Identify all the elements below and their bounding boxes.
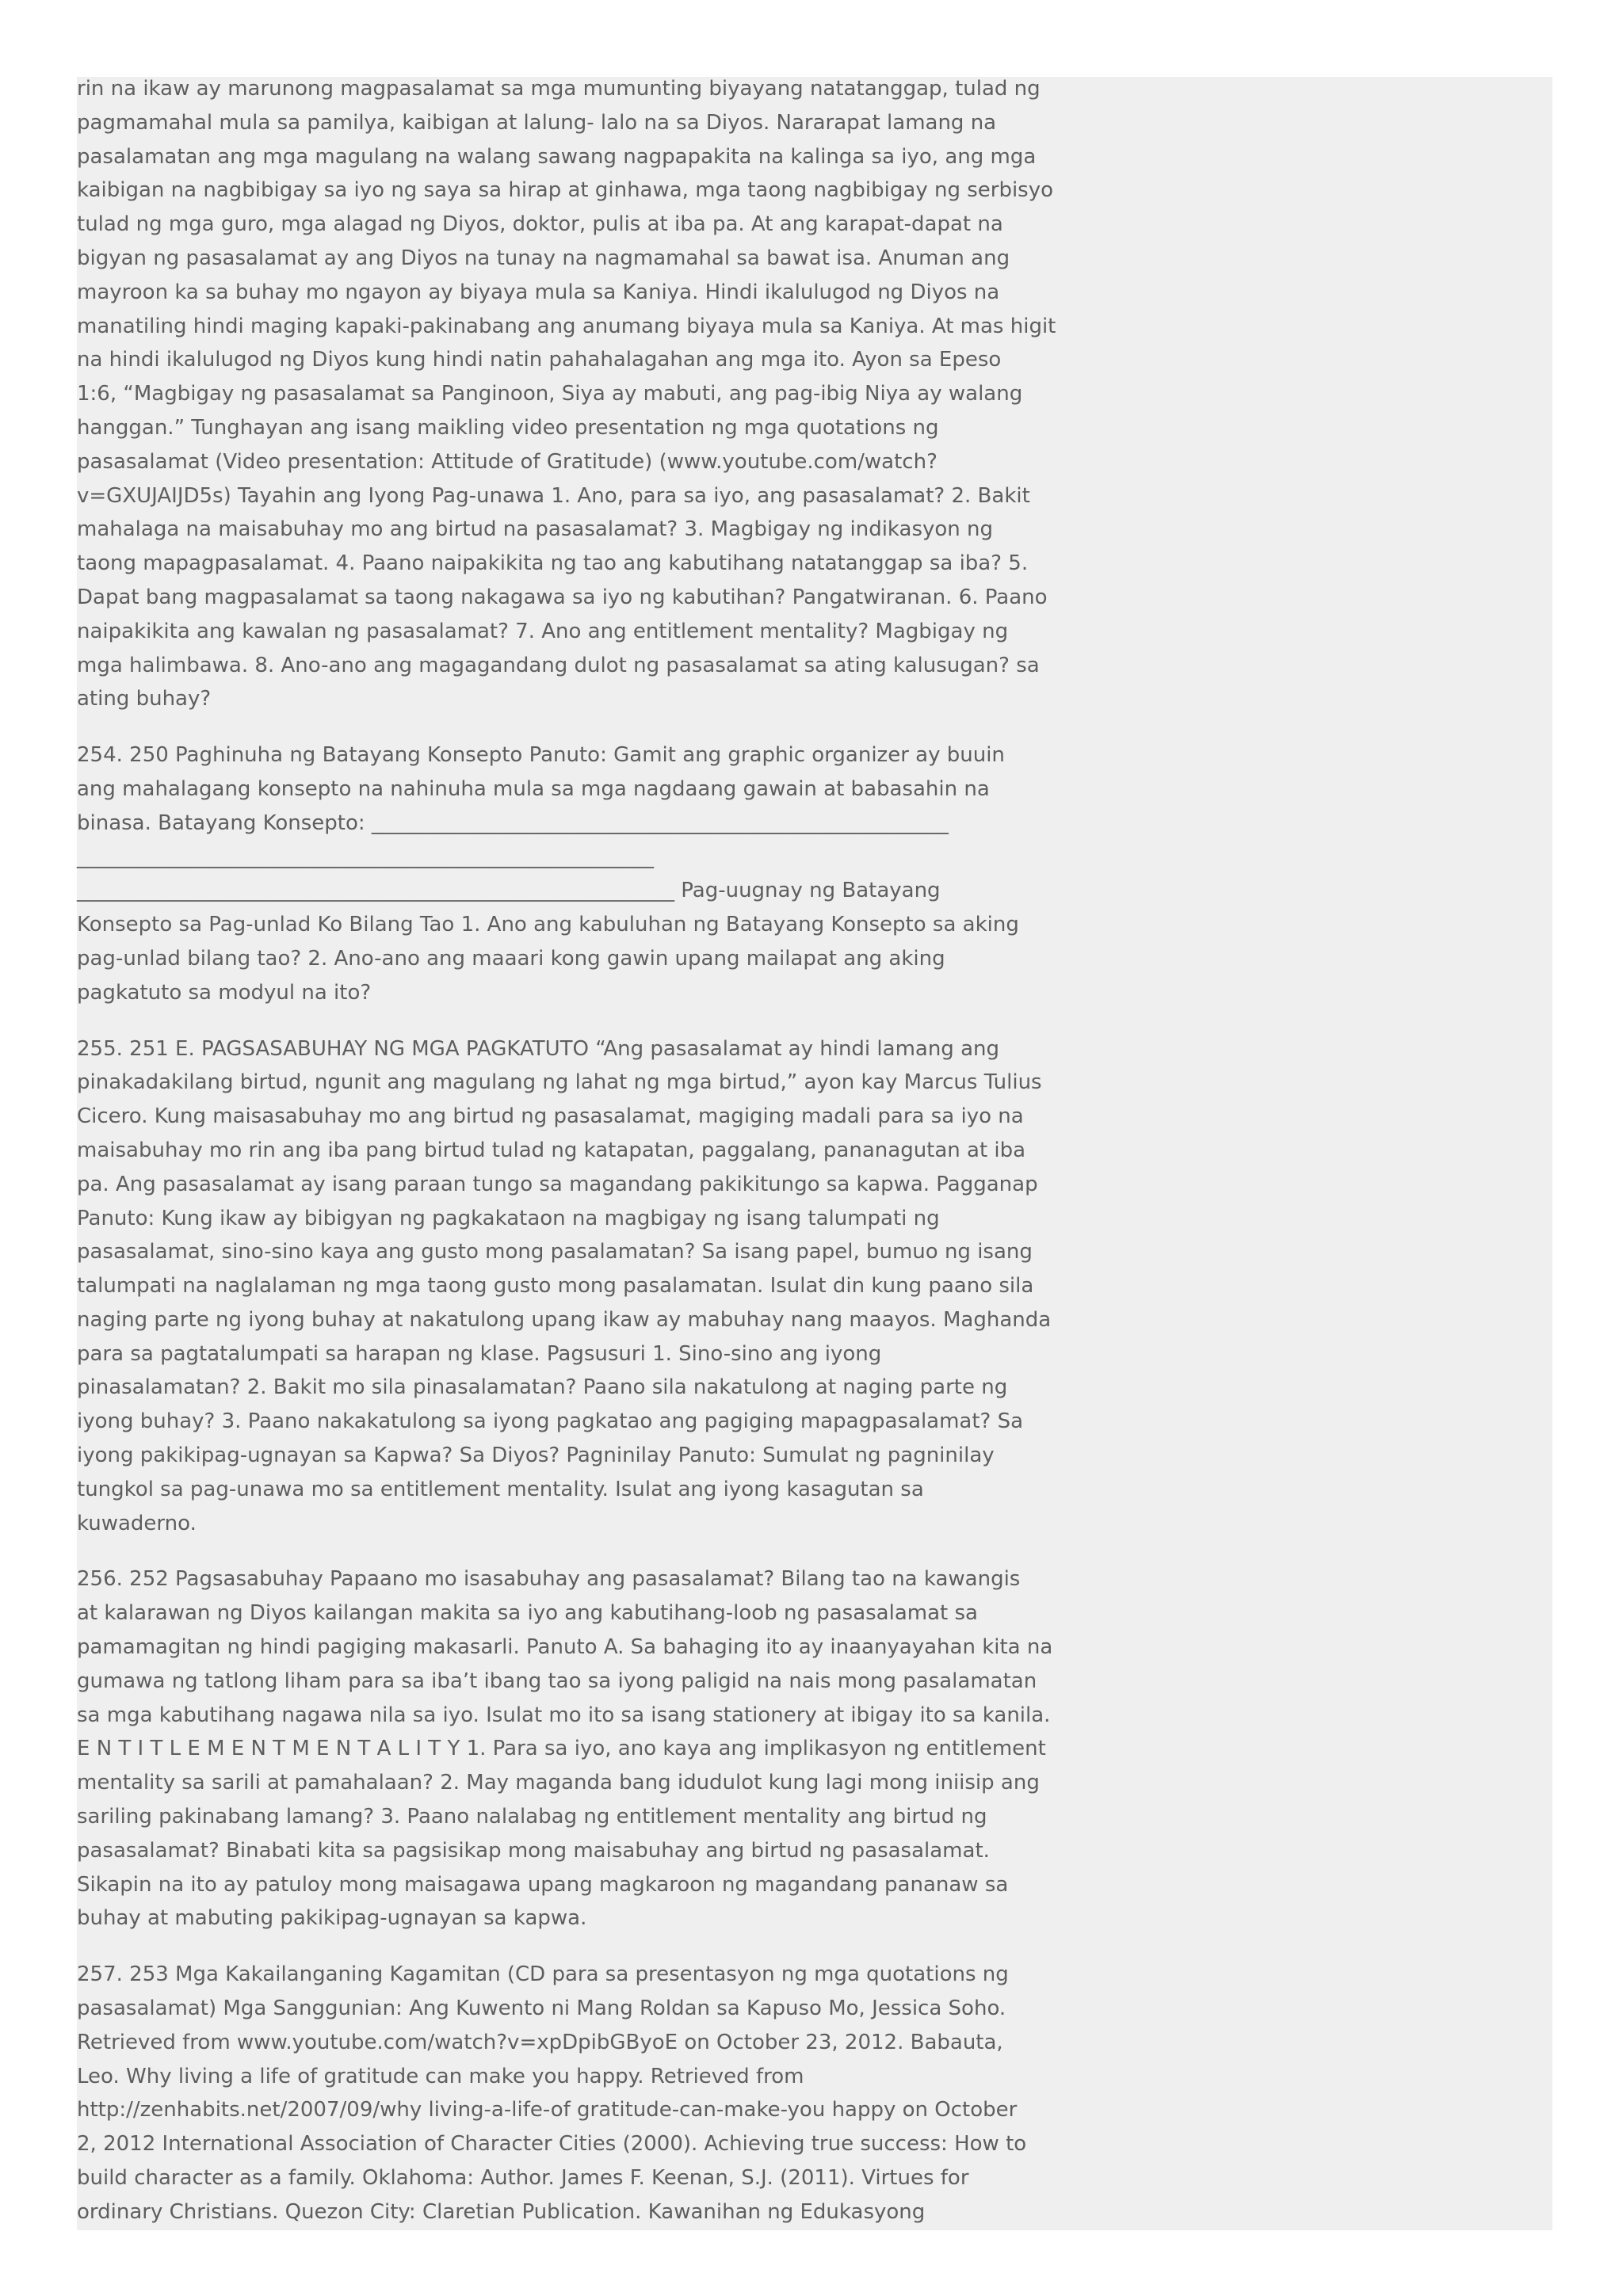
paragraph-batayang-konsepto: 254. 250 Paghinuha ng Batayang Konsepto Panuto: Gamit ang graphic organizer ay buuin ang mahalagang konsepto na nahinuha mula sa mga nagdaang gawain at babasahin na binasa. Batayang Konsepto: ________________________________________________________ ________________________________________________________ __________________________________________________________ Pag-uugnay ng Batayang Konsepto sa Pag-unlad Ko Bilang Tao 1. Ano ang kabuluhan ng Batayang Konsepto sa aking pag-unlad bilang tao? 2. Ano-ano ang maaari kong gawin upang mailapat ang aking pagkatuto sa modyul na ito? [77, 743, 1019, 1005]
document-body [77, 77, 1067, 2252]
paragraph-sanggunian: 257. 253 Mga Kakailanganing Kagamitan (CD para sa presentasyon ng mga quotations ng pasasalamat) Mga Sanggunian: Ang Kuwento ni Mang Roldan sa Kapuso Mo, Jessica Soho. Retrieved from www.youtube.com/watch?v=xpDpibGByoE on October 23, 2012. Babauta, Leo. Why living a life of gratitude can make you happy. Retrieved from http://zenhabits.net/2007/09/why living-a-life-of gratitude-can-make-you happy on October 2, 2012 International Association of Character Cities (2000). Achieving true success: How to build character as a family. Oklahoma: Author. James F. Keenan, S.J. (2011). Virtues for ordinary Christians. Quezon City: Claretian Publication. Kawanihan ng Edukasyong [77, 1962, 1027, 2224]
paragraph-pagsasabuhay-pagkatuto: 255. 251 E. PAGSASABUHAY NG MGA PAGKATUTO “Ang pasasalamat ay hindi lamang ang pinakadakilang birtud, ngunit ang magulang ng lahat ng mga birtud,” ayon kay Marcus Tulius Cicero. Kung maisasabuhay mo ang birtud ng pasasalamat, magiging madali para sa iyo na maisabuhay mo rin ang iba pang birtud tulad ng katapatan, paggalang, pananagutan at iba pa. Ang pasasalamat ay isang paraan tungo sa magandang pakikitungo sa kapwa. Pagganap Panuto: Kung ikaw ay bibigyan ng pagkakataon na magbigay ng isang talumpati ng pasasalamat, sino-sino kaya ang gusto mong pasalamatan? Sa isang papel, bumuo ng isang talumpati na naglalaman ng mga taong gusto mong pasalamatan. Isulat din kung paano sila naging parte ng iyong buhay at nakatulong upang ikaw ay mabuhay nang maayos. Maghanda para sa pagtatalumpati sa harapan ng klase. Pagsusuri 1. Sino-sino ang iyong pinasalamatan? 2. Bakit mo sila pinasalamatan? Paano sila nakatulong at naging parte ng iyong buhay? 3. Paano nakakatulong sa iyong pagkatao ang pagiging mapagpasalamat? Sa iyong pakikipag-ugnayan sa Kapwa? Sa Diyos? Pagninilay Panuto: Sumulat ng pagninilay tungkol sa pag-unawa mo sa entitlement mentality. Isulat ang iyong kasagutan sa kuwaderno. [77, 1036, 1052, 1535]
paragraph-pagsasabuhay: 256. 252 Pagsasabuhay Papaano mo isasabuhay ang pasasalamat? Bilang tao na kawangis at kalarawan ng Diyos kailangan makita sa iyo ang kabutihang-loob ng pasasalamat sa pamamagitan ng hindi pagiging makasarli. Panuto A. Sa bahaging ito ay inaanyayahan kita na gumawa ng tatlong liham para sa iba’t ibang tao sa iyong paligid na nais mong pasalamatan sa mga kabutihang nagawa nila sa iyo. Isulat mo ito sa isang stationery at ibigay ito sa kanila. E N T I T L E M E N T M E N T A L I T Y 1. Para sa iyo, ano kaya ang implikasyon ng entitlement mentality sa sarili at pamahalaan? 2. May maganda bang idudulot kung lagi mong iniisip ang sariling pakinabang lamang? 3. Paano nalalabag ng entitlement mentality ang birtud ng pasasalamat? Binabati kita sa pagsisikap mong maisabuhay ang birtud ng pasasalamat. Sikapin na ito ay patuloy mong maisagawa upang magkaroon ng magandang pananaw sa buhay at mabuting pakikipag-ugnayan sa kapwa. [77, 1567, 1053, 1931]
paragraph-gratitude-intro: rin na ikaw ay marunong magpasalamat sa mga mumunting biyayang natatanggap, tulad ng pagmamahal mula sa pamilya, kaibigan at lalung- lalo na sa Diyos. Nararapat lamang na pasalamatan ang mga magulang na walang sawang nagpapakita na kalinga sa iyo, ang mga kaibigan na nagbibigay sa iyo ng saya sa hirap at ginhawa, mga taong nagbibigay ng serbisyo tulad ng mga guro, mga alagad ng Diyos, doktor, pulis at iba pa. At ang karapat-dapat na bigyan ng pasasalamat ay ang Diyos na tunay na nagmamahal sa bawat isa. Anuman ang mayroon ka sa buhay mo ngayon ay biyaya mula sa Kaniya. Hindi ikalulugod ng Diyos na manatiling hindi maging kapaki-pakinabang ang anumang biyaya mula sa Kaniya. At mas higit na hindi ikalulugod ng Diyos kung hindi natin pahahalagahan ang mga ito. Ayon sa Epeso 1:6, “Magbigay ng pasasalamat sa Panginoon, Siya ay mabuti, ang pag-ibig Niya ay walang hanggan.” Tunghayan ang isang maikling video presentation ng mga quotations ng pasasalamat (Video presentation: Attitude of Gratitude) (www.youtube.com/watch? v=GXUJAIJD5s) Tayahin ang Iyong Pag-unawa 1. Ano, para sa iyo, ang pasasalamat? 2. Bakit mahalaga na maisabuhay mo ang birtud na pasasalamat? 3. Magbigay ng indikasyon ng taong mapagpasalamat. 4. Paano naipakikita ng tao ang kabutihang natatanggap sa iba? 5. Dapat bang magpasalamat sa taong nakagawa sa iyo ng kabutihan? Pangatwiranan. 6. Paano naipakikita ang kawalan ng pasasalamat? 7. Ano ang entitlement mentality? Magbigay ng mga halimbawa. 8. Ano-ano ang magagandang dulot ng pasasalamat sa ating kalusugan? sa ating buhay? [77, 77, 1056, 711]
